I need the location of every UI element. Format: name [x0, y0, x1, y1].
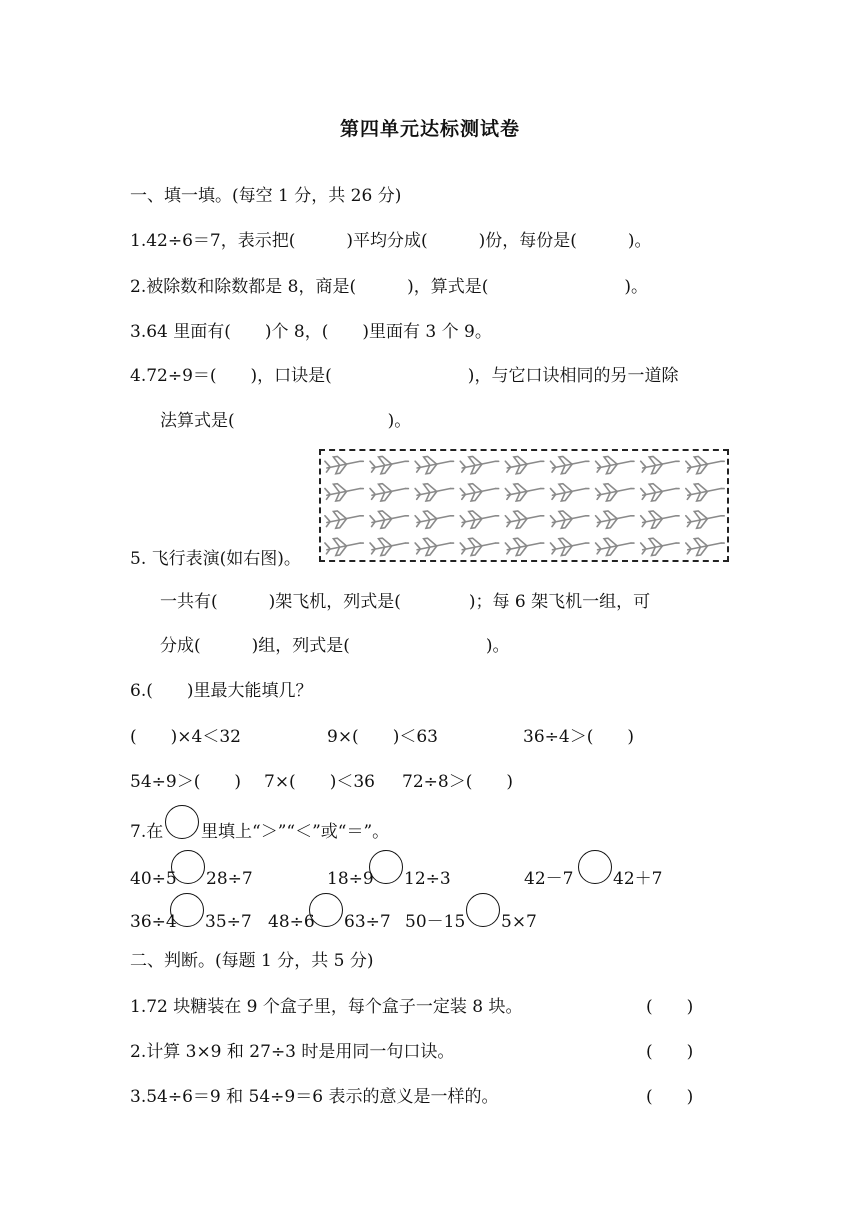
question-1: 1.42÷6＝7，表示把( )平均分成( )份，每份是( )。: [130, 231, 652, 251]
airplane-icon: [415, 507, 455, 529]
airplane-formation-image: [319, 449, 729, 562]
judgment-answer-bracket[interactable]: ( ): [646, 1042, 694, 1062]
question-6-item: 54÷9＞( ): [130, 772, 241, 792]
compare-circle[interactable]: [171, 850, 205, 884]
judgment-item: 3.54÷6＝9 和 54÷9＝6 表示的意义是一样的。: [130, 1087, 499, 1107]
compare-left: 48÷6: [268, 912, 315, 932]
airplane-icon: [640, 453, 680, 475]
question-4-line-2: 法算式是( )。: [160, 411, 412, 431]
airplane-icon: [595, 507, 635, 529]
question-4-line-1: 4.72÷9＝( )，口诀是( )，与它口诀相同的另一道除: [130, 366, 679, 386]
compare-circle[interactable]: [466, 893, 500, 927]
airplane-icon: [505, 535, 545, 557]
question-6-heading: 6.( )里最大能填几？: [130, 681, 313, 701]
airplane-icon: [505, 480, 545, 502]
question-6-item: ( )×4＜32: [130, 727, 241, 747]
question-2: 2.被除数和除数都是 8，商是( )，算式是( )。: [130, 277, 648, 297]
question-5-line-2: 分成( )组，列式是( )。: [160, 636, 510, 656]
airplane-icon: [685, 507, 725, 529]
question-5-line-1: 一共有( )架飞机，列式是( )；每 6 架飞机一组，可: [160, 592, 651, 612]
airplane-icon: [415, 480, 455, 502]
airplane-icon: [550, 453, 590, 475]
judgment-answer-bracket[interactable]: ( ): [646, 1087, 694, 1107]
compare-right: 35÷7: [205, 912, 252, 932]
airplane-icon: [505, 453, 545, 475]
airplane-icon: [460, 453, 500, 475]
airplane-icon: [324, 480, 364, 502]
airplane-icon: [640, 480, 680, 502]
compare-circle[interactable]: [369, 850, 403, 884]
airplane-icon: [685, 453, 725, 475]
compare-circle[interactable]: [170, 893, 204, 927]
airplane-icon: [370, 453, 410, 475]
airplane-icon: [370, 480, 410, 502]
question-3: 3.64 里面有( )个 8，( )里面有 3 个 9。: [130, 322, 492, 342]
airplane-icon: [460, 535, 500, 557]
airplane-icon: [460, 507, 500, 529]
airplane-icon: [550, 535, 590, 557]
airplane-icon: [324, 453, 364, 475]
compare-right: 63÷7: [344, 912, 391, 932]
question-5-label: 5. 飞行表演(如右图)。: [130, 549, 301, 569]
airplane-icon: [370, 507, 410, 529]
airplane-icon: [415, 453, 455, 475]
question-6-item: 7×( )＜36: [264, 772, 375, 792]
airplane-icon: [415, 535, 455, 557]
compare-left: 18÷9: [327, 869, 374, 889]
airplane-icon: [460, 480, 500, 502]
compare-right: 28÷7: [206, 869, 253, 889]
compare-circle[interactable]: [309, 893, 343, 927]
question-6-item: 36÷4＞( ): [523, 727, 634, 747]
compare-left: 40÷5: [130, 869, 177, 889]
question-6-item: 9×( )＜63: [327, 727, 438, 747]
airplane-icon: [595, 535, 635, 557]
airplane-icon: [685, 480, 725, 502]
airplane-icon: [550, 507, 590, 529]
compare-right: 42＋7: [613, 869, 663, 889]
airplane-icon: [640, 507, 680, 529]
section-1-heading: 一、填一填。(每空 1 分，共 26 分): [130, 186, 402, 206]
airplane-icon: [370, 535, 410, 557]
compare-right: 12÷3: [404, 869, 451, 889]
airplane-icon: [324, 535, 364, 557]
airplane-icon: [595, 480, 635, 502]
airplane-icon: [685, 535, 725, 557]
compare-left: 50－15: [405, 912, 466, 932]
airplane-icon: [595, 453, 635, 475]
airplane-icon: [324, 507, 364, 529]
airplane-icon: [505, 507, 545, 529]
judgment-answer-bracket[interactable]: ( ): [646, 997, 694, 1017]
compare-circle[interactable]: [578, 850, 612, 884]
compare-right: 5×7: [501, 912, 537, 932]
answer-circle-icon: [165, 805, 199, 839]
compare-left: 36÷4: [130, 912, 177, 932]
question-6-item: 72÷8＞( ): [402, 772, 513, 792]
compare-left: 42－7: [524, 869, 574, 889]
page-title: 第四单元达标测试卷: [339, 118, 520, 140]
judgment-item: 2.计算 3×9 和 27÷3 时是用同一句口诀。: [130, 1042, 455, 1062]
judgment-item: 1.72 块糖装在 9 个盒子里，每个盒子一定装 8 块。: [130, 997, 523, 1017]
airplane-icon: [550, 480, 590, 502]
question-7-heading-start: 7.在: [130, 822, 164, 842]
section-2-heading: 二、判断。(每题 1 分，共 5 分): [130, 951, 374, 971]
airplane-icon: [640, 535, 680, 557]
question-7-heading-end: 里填上“＞”“＜”或“＝”。: [201, 822, 390, 842]
